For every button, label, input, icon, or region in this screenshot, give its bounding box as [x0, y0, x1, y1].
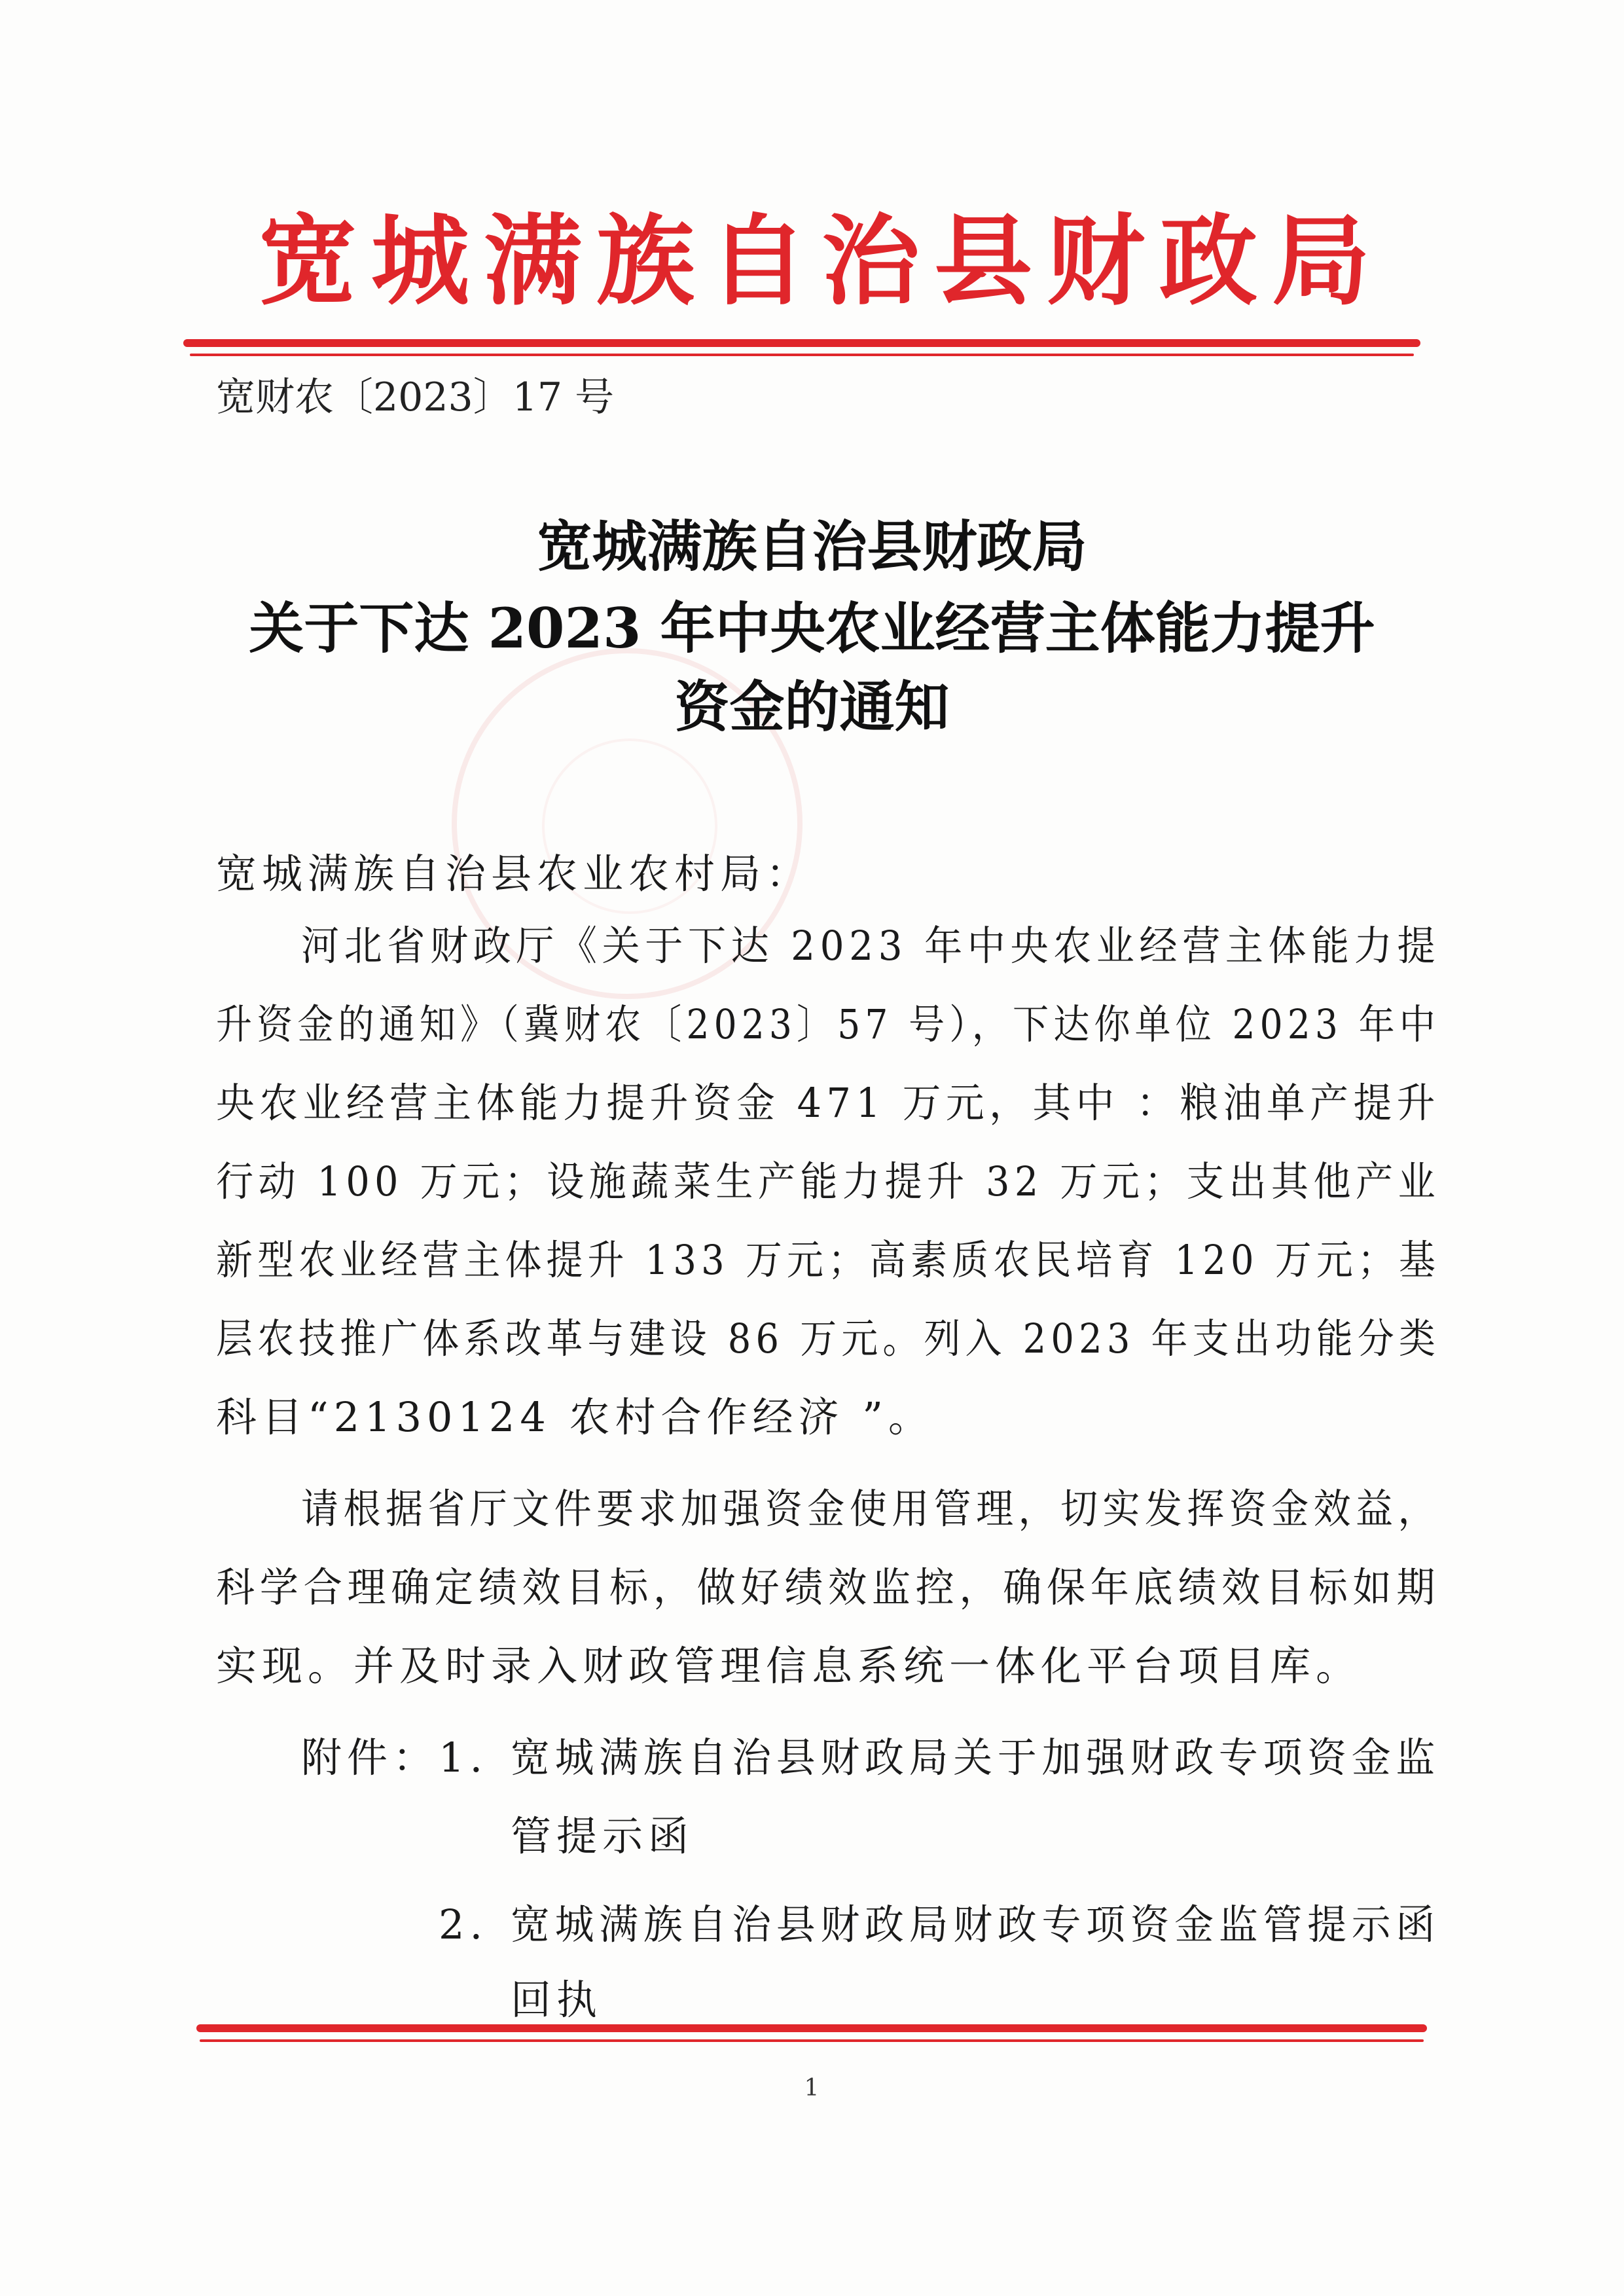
- paragraph1-line-1: 河北省财政厅《关于下达 2023 年中央农业经营主体能力提: [301, 922, 1440, 970]
- title-line-1: 宽城满族自治县财政局: [537, 514, 1087, 579]
- paragraph1-line-7: 科目“2130124 农村合作经济 ”。: [216, 1393, 934, 1441]
- attachment-2-line-2: 回执: [511, 1976, 603, 2024]
- masthead-rule-thin: [190, 354, 1414, 356]
- paragraph2-line-2: 科学合理确定绩效目标，做好绩效监控，确保年底绩效目标如期: [216, 1563, 1441, 1611]
- attachment-1-line-1: 宽城满族自治县财政局关于加强财政专项资金监: [511, 1734, 1441, 1781]
- masthead-rule-thick: [183, 339, 1420, 347]
- title-line-2: 关于下达 2023 年中央农业经营主体能力提升: [249, 596, 1375, 661]
- attachment-2-number: 2.: [439, 1901, 488, 1948]
- page-number: 1: [804, 2075, 820, 2102]
- attachment-1-number: 1.: [439, 1734, 488, 1781]
- attachments-label: 附件：: [301, 1734, 439, 1781]
- paragraph1-line-3: 央农业经营主体能力提升资金 471 万元，其中 ：粮油单产提升: [216, 1079, 1440, 1127]
- paragraph2-line-3: 实现。并及时录入财政管理信息系统一体化平台项目库。: [216, 1642, 1362, 1690]
- paragraph1-line-2: 升资金的通知》（冀财农〔2023〕57 号），下达你单位 2023 年中: [216, 1000, 1440, 1048]
- title-line-3: 资金的通知: [674, 674, 950, 739]
- footer-rule-thick: [196, 2024, 1427, 2032]
- footer-rule-thin: [200, 2039, 1424, 2042]
- paragraph1-line-5: 新型农业经营主体提升 133 万元；高素质农民培育 120 万元；基: [216, 1236, 1441, 1284]
- paragraph1-line-4: 行动 100 万元；设施蔬菜生产能力提升 32 万元；支出其他产业: [216, 1157, 1441, 1205]
- attachment-1-line-2: 管提示函: [511, 1812, 695, 1860]
- document-number: 宽财农〔2023〕17 号: [216, 374, 615, 420]
- paragraph1-line-6: 层农技推广体系改革与建设 86 万元。列入 2023 年支出功能分类: [216, 1315, 1441, 1362]
- paragraph2-line-1: 请根据省厅文件要求加强资金使用管理，切实发挥资金效益，: [301, 1485, 1440, 1533]
- attachment-2-line-1: 宽城满族自治县财政局财政专项资金监管提示函: [511, 1901, 1441, 1948]
- masthead-title: 宽城满族自治县财政局: [258, 205, 1384, 319]
- addressee: 宽城满族自治县农业农村局：: [216, 850, 812, 898]
